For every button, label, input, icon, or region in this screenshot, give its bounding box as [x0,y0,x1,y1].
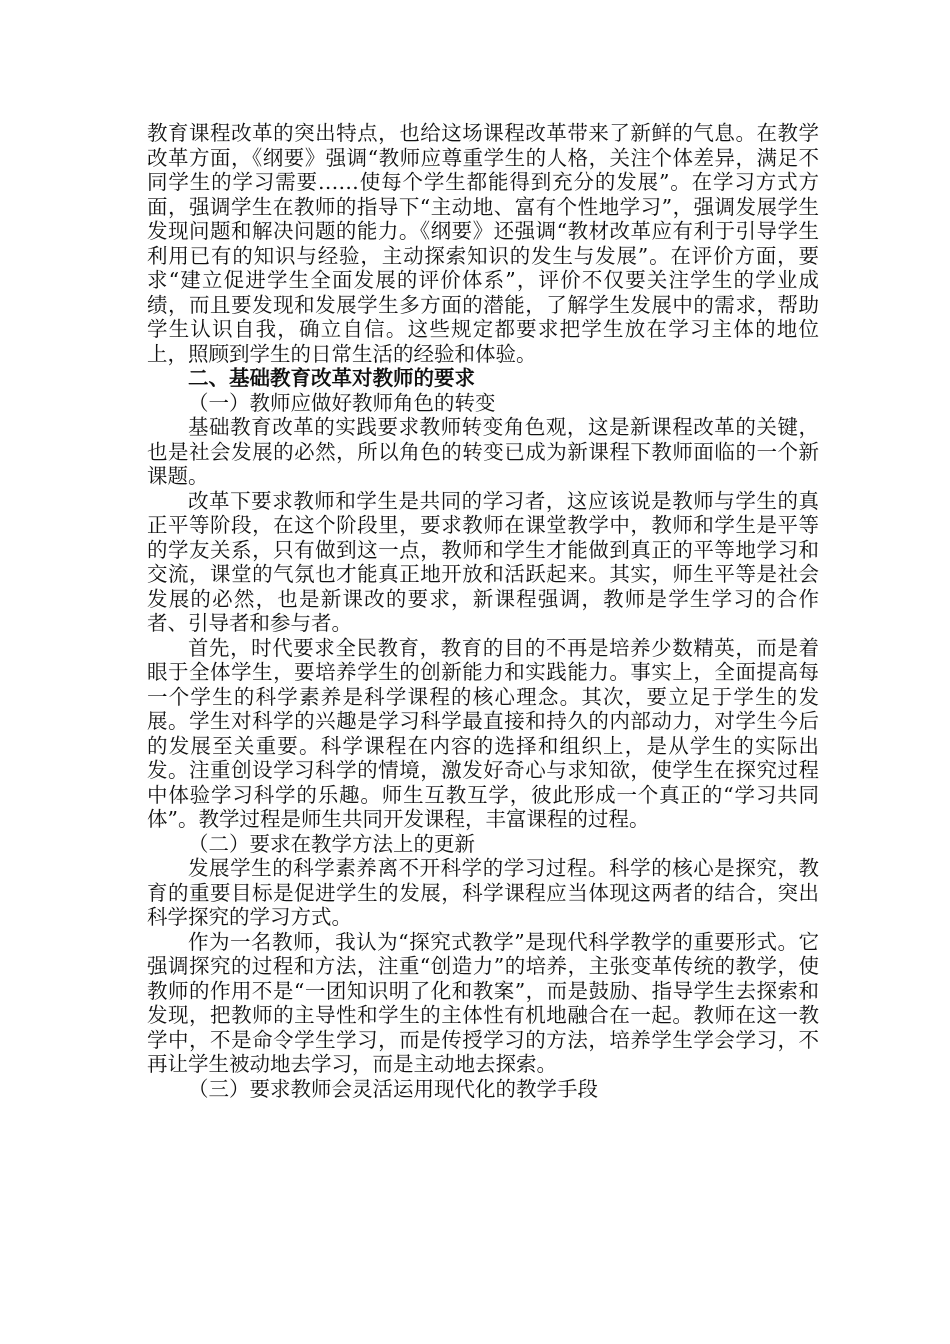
paragraph: 首先，时代要求全民教育，教育的目的不再是培养少数精英，而是着眼于全体学生，要培养学生的创新能力和实践能力。事实上，全面提高每一个学生的科学素养是科学课程的核心理念。其次，要立足于学生的发展。学生对科学的兴趣是学习科学最直接和持久的内部动力，对学生今后的发展至关重要。科学课程在内容的选择和组织上，是从学生的实际出发。注重创设学习科学的情境，激发好奇心与求知欲，使学生在探究过程中体验学习科学的乐趣。师生互教互学，彼此形成一个真正的“学习共同体”。教学过程是师生共同开发课程，丰富课程的过程。 [147,635,819,831]
paragraph-continuation: 教育课程改革的突出特点，也给这场课程改革带来了新鲜的气息。在教学改革方面，《纲要》强调“教师应尊重学生的人格，关注个体差异，满足不同学生的学习需要……使每个学生都能得到充分的发展”。在学习方式方面，强调学生在教师的指导下“主动地、富有个性地学习”，强调发展学生发现问题和解决问题的能力。《纲要》还强调“教材改革应有利于引导学生利用已有的知识与经验，主动探索知识的发生与发展”。在评价方面，要求“建立促进学生全面发展的评价体系”，评价不仅要关注学生的学业成绩，而且要发现和发展学生多方面的潜能，了解学生发展中的需求，帮助学生认识自我，确立自信。这些规定都要求把学生放在学习主体的地位上，照顾到学生的日常生活的经验和体验。 [147,121,819,366]
paragraph: 发展学生的科学素养离不开科学的学习过程。科学的核心是探究，教育的重要目标是促进学生的发展，科学课程应当体现这两者的结合，突出科学探究的学习方式。 [147,856,819,929]
document-body [147,121,819,1101]
paragraph: 基础教育改革的实践要求教师转变角色观，这是新课程改革的关键，也是社会发展的必然，所以角色的转变已成为新课程下教师面临的一个新课题。 [147,415,819,488]
subsection-heading-3: （三）要求教师会灵活运用现代化的教学手段 [188,1076,598,1101]
paragraph: 作为一名教师，我认为“探究式教学”是现代科学教学的重要形式。它强调探究的过程和方法，注重“创造力”的培养，主张变革传统的教学，使教师的作用不是“一团知识明了化和教案”，而是鼓励、指导学生去探索和发现，把教师的主导性和学生的主体性有机地融合在一起。教师在这一教学中，不是命令学生学习，而是传授学习的方法，培养学生学会学习，不再让学生被动地去学习，而是主动地去探索。 [147,929,819,1076]
subsection-heading-2: （二）要求在教学方法上的更新 [188,831,475,856]
subsection-heading-1: （一）教师应做好教师角色的转变 [188,390,496,415]
paragraph: 改革下要求教师和学生是共同的学习者，这应该说是教师与学生的真正平等阶段，在这个阶段里，要求教师在课堂教学中，教师和学生是平等的学友关系，只有做到这一点，教师和学生才能做到真正的平等地学习和交流，课堂的气氛也才能真正地开放和活跃起来。其实，师生平等是社会发展的必然，也是新课改的要求，新课程强调，教师是学生学习的合作者、引导者和参与者。 [147,488,819,635]
section-heading: 二、基础教育改革对教师的要求 [188,366,475,390]
